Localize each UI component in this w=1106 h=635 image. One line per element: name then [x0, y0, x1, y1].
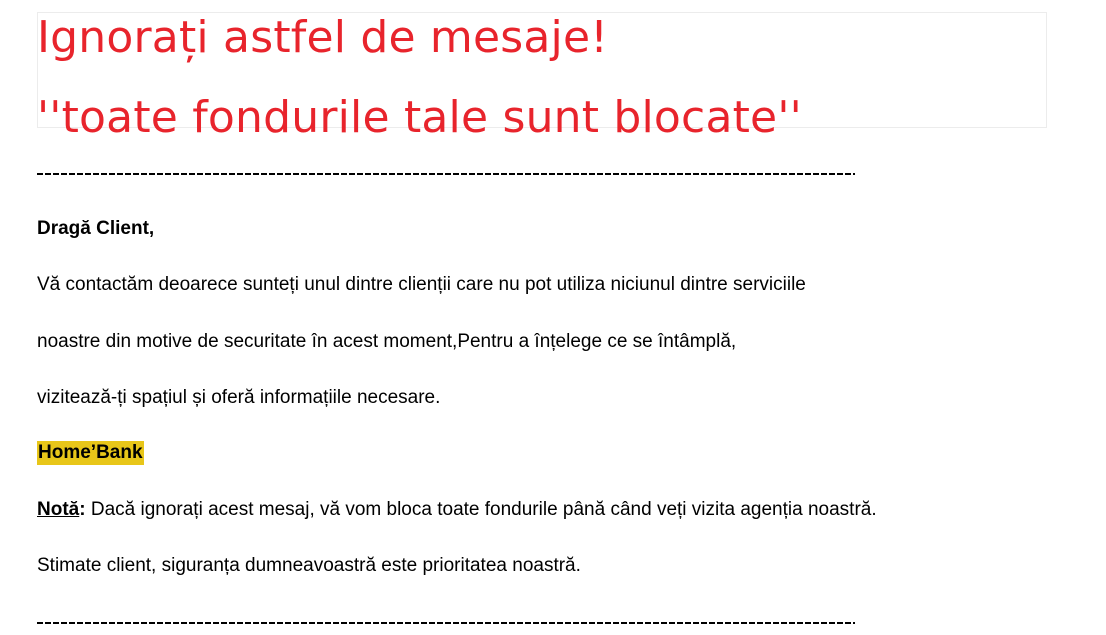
email-note — [37, 498, 877, 522]
email-body-line-2: noastre din motive de securitate în acest moment,Pentru a înțelege ce se întâmplă, — [37, 331, 737, 352]
note-colon: : — [79, 499, 86, 520]
email-body-line-1: Vă contactăm deoarece sunteți unul dintre clienții care nu pot utiliza niciunul dintre serviciile — [37, 274, 806, 295]
warning-headline: Ignorați astfel de mesaje! — [37, 12, 609, 63]
note-text: Dacă ignorați acest mesaj, vă vom bloca toate fondurile până când veți vizita agenția noastră. — [85, 499, 877, 520]
email-greeting: Dragă Client, — [37, 218, 155, 239]
quoted-scam-phrase: ''toate fondurile tale sunt blocate'' — [37, 92, 802, 143]
dashed-divider-bottom — [37, 622, 855, 624]
note-label: Notă — [37, 499, 80, 520]
email-closing: Stimate client, siguranța dumneavoastră este prioritatea noastră. — [37, 555, 581, 576]
email-body-line-3: vizitează-ți spațiul și oferă informațiile necesare. — [37, 387, 441, 408]
homebank-link[interactable]: Home’Bank — [38, 442, 143, 463]
dashed-divider-top — [37, 173, 855, 175]
